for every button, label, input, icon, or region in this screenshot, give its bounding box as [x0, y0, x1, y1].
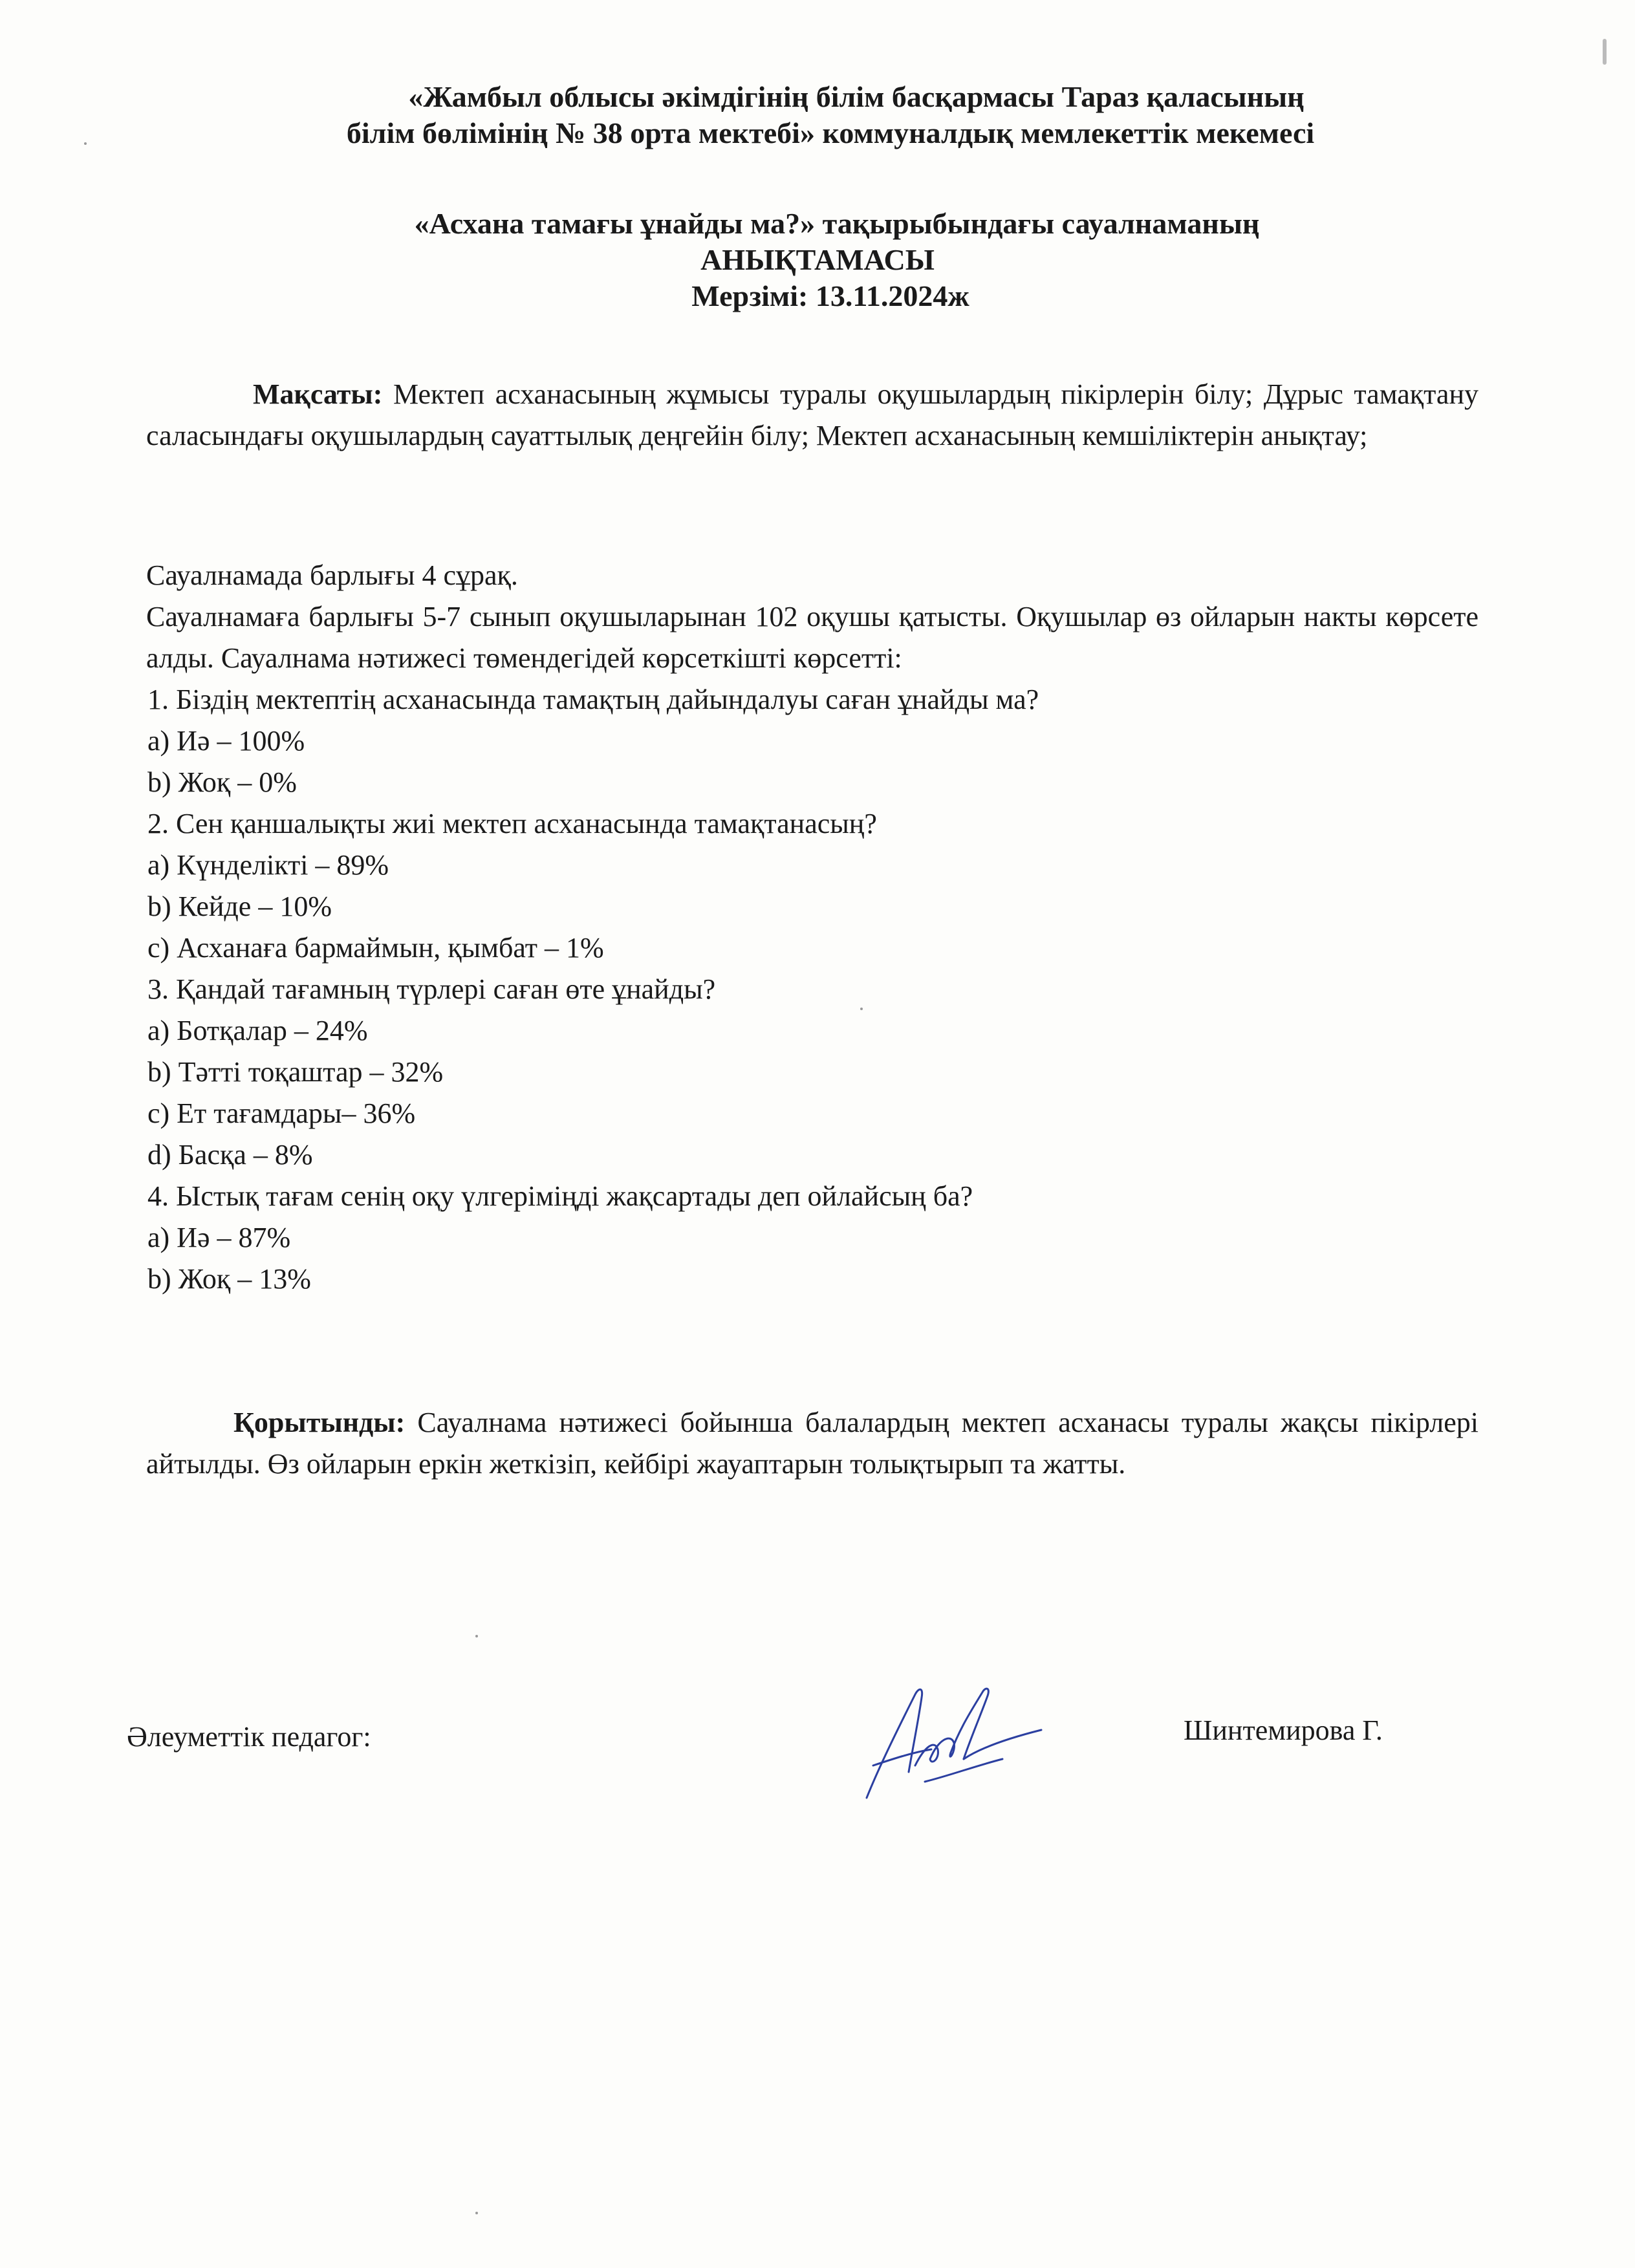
scan-speck — [475, 2212, 478, 2214]
purpose-text: Мектеп асханасының жұмысы туралы оқушылардың пікірлерін білу; Дұрыс тамақтану саласындағы оқушылардың сауаттылық деңгейін білу; Мектеп асханасының кемшіліктерін анықтау; — [146, 378, 1478, 451]
answer-3b: b) Тәтті тоқаштар – 32% — [147, 1056, 444, 1088]
signer-name: Шинтемирова Г. — [1184, 1714, 1383, 1746]
answer-3c: c) Ет тағамдары– 36% — [147, 1097, 416, 1129]
answer-3a: a) Ботқалар – 24% — [147, 1015, 368, 1046]
survey-topic: «Асхана тамағы ұнайды ма?» тақырыбындағы сауалнаманың — [414, 207, 1260, 240]
document-type: АНЫҚТАМАСЫ — [700, 243, 935, 276]
answer-2b: b) Кейде – 10% — [147, 891, 332, 922]
question-1: 1. Біздің мектептің асханасында тамақтың дайындалуы саған ұнайды ма? — [147, 684, 1039, 715]
document-title — [0, 206, 1635, 314]
answer-2c: c) Асханаға бармаймын, қымбат – 1% — [147, 932, 604, 964]
purpose-label: Мақсаты: — [253, 378, 383, 410]
answer-4a: a) Иә – 87% — [147, 1222, 291, 1253]
conclusion-label: Қорытынды: — [233, 1407, 406, 1438]
org-line-2: білім бөлімінің № 38 орта мектебі» коммуналдық мемлекеттік мекемесі — [346, 116, 1315, 149]
question-4: 4. Ыстық тағам сенің оқу үлгеріміңді жақсартады деп ойлайсың ба? — [147, 1180, 973, 1212]
answer-2a: a) Күнделікті – 89% — [147, 849, 389, 881]
intro-line-2: Сауалнамаға барлығы 5-7 сынып оқушыларынан 102 оқушы қатысты. Оқушылар өз ойларын накты көрсете алды. Сауалнама нәтижесі төмендегідей көрсеткішті көрсетті: — [146, 601, 1478, 674]
question-3: 3. Қандай тағамның түрлері саған өте ұнайды? — [147, 973, 716, 1005]
conclusion-text: Сауалнама нәтижесі бойынша балалардың мектеп асханасы туралы жақсы пікірлері айтылды. Өз ойларын еркін жеткізіп, кейбірі жауаптарын толықтырып та жатты. — [146, 1407, 1478, 1480]
organization-header — [0, 79, 1635, 151]
purpose-paragraph — [146, 374, 1478, 457]
intro-line-1: Сауалнамада барлығы 4 сұрақ. — [146, 559, 518, 591]
answer-1b: b) Жоқ – 0% — [147, 766, 297, 798]
org-line-1: «Жамбыл облысы әкімдігінің білім басқармасы Тараз қаласының — [408, 80, 1305, 113]
survey-results — [146, 555, 1478, 1300]
scan-speck — [84, 142, 87, 145]
scan-speck — [860, 1008, 863, 1010]
answer-4b: b) Жоқ – 13% — [147, 1263, 311, 1295]
answer-3d: d) Басқа – 8% — [147, 1139, 313, 1171]
signer-role: Әлеуметтік педагог: — [127, 1721, 371, 1753]
scan-speck — [475, 1635, 478, 1637]
question-2: 2. Сен қаншалықты жиі мектеп асханасында тамақтанасың? — [147, 808, 877, 839]
conclusion-paragraph — [146, 1402, 1478, 1485]
document-date: Мерзімі: 13.11.2024ж — [691, 279, 969, 312]
signature-image — [854, 1669, 1048, 1817]
answer-1a: a) Иә – 100% — [147, 725, 305, 757]
scan-mark — [1603, 39, 1607, 65]
